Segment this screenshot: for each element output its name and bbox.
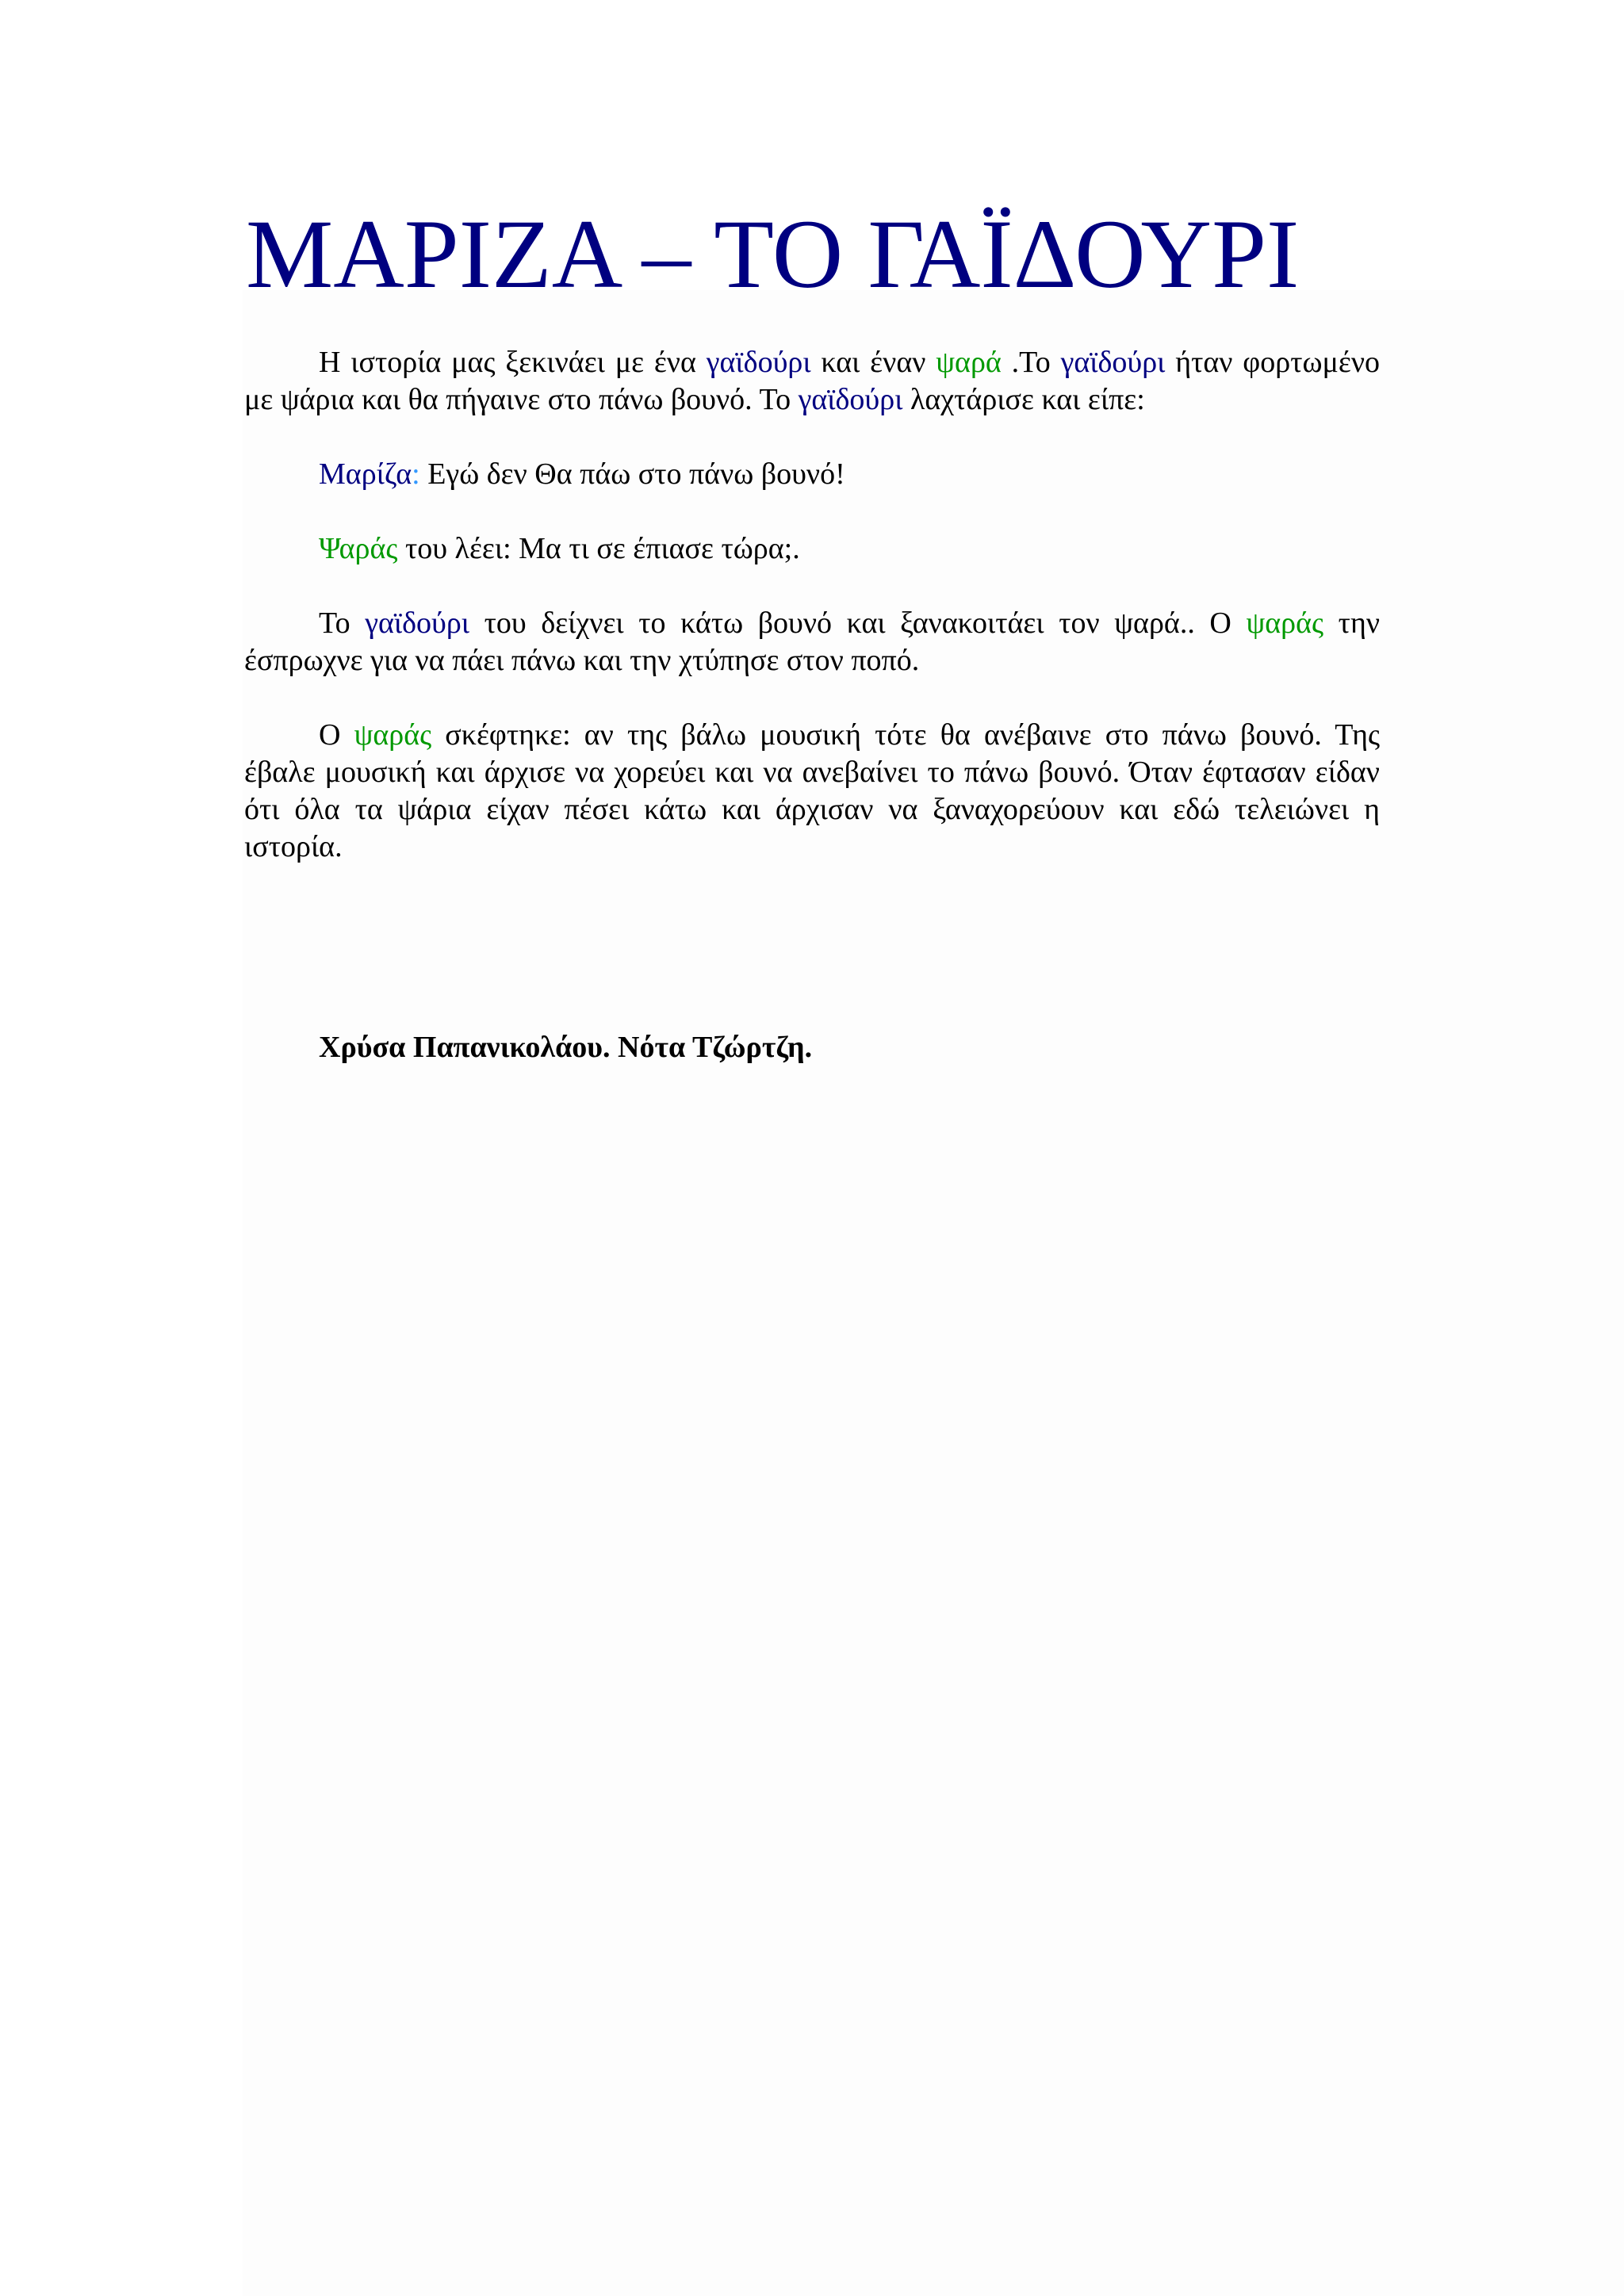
fisher-word: ψαράς xyxy=(354,718,432,752)
dialogue-text: Εγώ δεν Θα πάω στο πάνω βουνό! xyxy=(419,457,845,491)
text-run: και έναν xyxy=(810,346,936,379)
dialogue-text: του λέει: Μα τι σε έπιασε τώρα;. xyxy=(397,532,800,565)
text-run: την έσπρωχνε για να πάει πάνω και την χτύπησε στον ποπό. xyxy=(244,607,1380,677)
dialogue-line-mariza xyxy=(244,456,1380,493)
document-title: ΜΑΡΙΖΑ – ΤΟ ΓΑΪΔΟΥΡΙ xyxy=(246,200,1300,308)
text-run: λαχτάρισε και είπε: xyxy=(902,383,1145,416)
story-paragraph-intro xyxy=(244,344,1380,419)
donkey-word: γαϊδούρι xyxy=(706,346,811,379)
speaker-colon: : xyxy=(412,457,420,491)
text-run: Η ιστορία μας ξεκινάει με ένα xyxy=(319,346,707,379)
text-run: .Το xyxy=(1001,346,1061,379)
text-run: Το xyxy=(319,607,366,640)
fisher-word: ψαράς xyxy=(1246,607,1324,640)
text-run: ήταν φορτωμένο με ψάρια και θα πήγαινε στο πάνω βουνό. Το xyxy=(244,346,1380,416)
donkey-word: γαϊδούρι xyxy=(365,607,470,640)
donkey-word: γαϊδούρι xyxy=(798,383,903,416)
speaker-name: Ψαράς xyxy=(319,532,398,565)
story-paragraph-middle xyxy=(244,605,1380,679)
text-run: του δείχνει το κάτω βουνό και ξανακοιτάει τον ψαρά.. Ο xyxy=(469,607,1247,640)
dialogue-line-fisher xyxy=(244,530,1380,568)
authors-signature: Χρύσα Παπανικολάου. Νότα Τζώρτζη. xyxy=(319,1031,813,1064)
donkey-word: γαϊδούρι xyxy=(1060,346,1166,379)
speaker-name: Μαρίζα xyxy=(319,457,412,491)
text-run: Ο xyxy=(319,718,354,752)
story-body xyxy=(244,344,1380,903)
text-run: σκέφτηκε: αν της βάλω μουσική τότε θα ανέβαινε στο πάνω βουνό. Της έβαλε μουσική και άρχισε να χορεύει και να ανεβαίνει το πάνω βουνό. Όταν έφτασαν είδαν ότι όλα τα ψάρια είχαν πέσει κάτω και άρχισαν να ξαναχορεύουν και εδώ τελειώνει η ιστορία. xyxy=(244,718,1380,863)
fisher-word: ψαρά xyxy=(936,346,1002,379)
story-paragraph-ending xyxy=(244,717,1380,866)
